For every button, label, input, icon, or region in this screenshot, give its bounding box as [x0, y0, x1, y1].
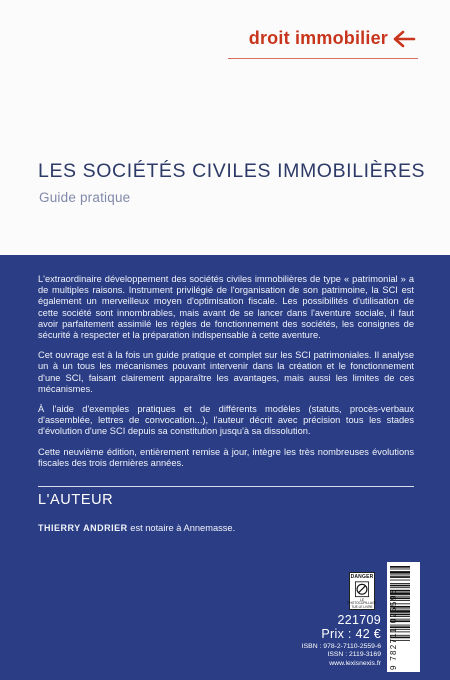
book-title: LES SOCIÉTÉS CIVILES IMMOBILIÈRES	[38, 160, 426, 182]
photocopy-warning-icon	[353, 581, 371, 598]
author-name: THIERRY ANDRIER	[38, 523, 128, 533]
publisher-website: www.lexisnexis.fr	[329, 660, 381, 667]
issn: ISSN : 2119-3169	[327, 651, 381, 658]
series-header	[228, 22, 416, 55]
isbn: ISBN : 978-2-7110-2559-6	[301, 643, 381, 650]
author-bio	[38, 523, 338, 533]
author-divider	[38, 486, 414, 487]
summary-paragraph: À l'aide d'exemples pratiques et de différents modèles (statuts, procès-verbaux d'assemblée, lettres de convocation...), l'auteur décrit avec précision tous les stades d'évolution d'une SCI depuis sa constitution jusqu'à sa dissolution.	[38, 404, 414, 437]
reference-code: 221709	[337, 613, 381, 627]
danger-photocopy-logo	[349, 572, 375, 610]
cover-top-panel	[0, 0, 450, 255]
author-heading: L'AUTEUR	[38, 492, 114, 508]
series-divider	[228, 58, 418, 59]
commerce-info	[285, 614, 381, 668]
danger-label: DANGER	[350, 574, 374, 580]
series-label: droit immobilier	[248, 28, 388, 48]
danger-footer: LE PHOTOCOPILLAGE TUE LE LIVRE	[347, 597, 377, 609]
price: Prix : 42 €	[321, 627, 381, 641]
barcode-digits: 9 782711 025596	[389, 588, 398, 670]
summary-paragraph: Cette neuvième édition, entièrement remise à jour, intègre les très nombreuses évolutions fiscales des trois dernières années.	[38, 446, 414, 468]
summary-text	[38, 274, 414, 478]
arrow-left-icon	[392, 29, 416, 49]
summary-paragraph: L'extraordinaire développement des sociétés civiles immobilières de type « patrimonial » a de multiples raisons. Instrument privilégié de l'organisation de son patrimoine, la SCI est également un merveilleux moyen d'optimisation fiscale. Les possibilités d'utilisation de cette société sont innombrables, mais avant de se lancer dans l'aventure sociale, il faut avoir parfaitement assimilé les règles de fonctionnement des sociétés, les consignes de sécurité à respecter et la préparation indispensable à cette aventure.	[38, 274, 414, 341]
author-description: est notaire à Annemasse.	[127, 523, 236, 533]
book-subtitle: Guide pratique	[39, 190, 131, 205]
summary-paragraph: Cet ouvrage est à la fois un guide pratique et complet sur les SCI patrimoniales. Il analyse un à un tous les mécanismes pouvant intervenir dans la création et le fonctionnement d'une SCI, faisant clairement apparaître les avantages, mais aussi les limites de ces mécanismes.	[38, 350, 414, 394]
